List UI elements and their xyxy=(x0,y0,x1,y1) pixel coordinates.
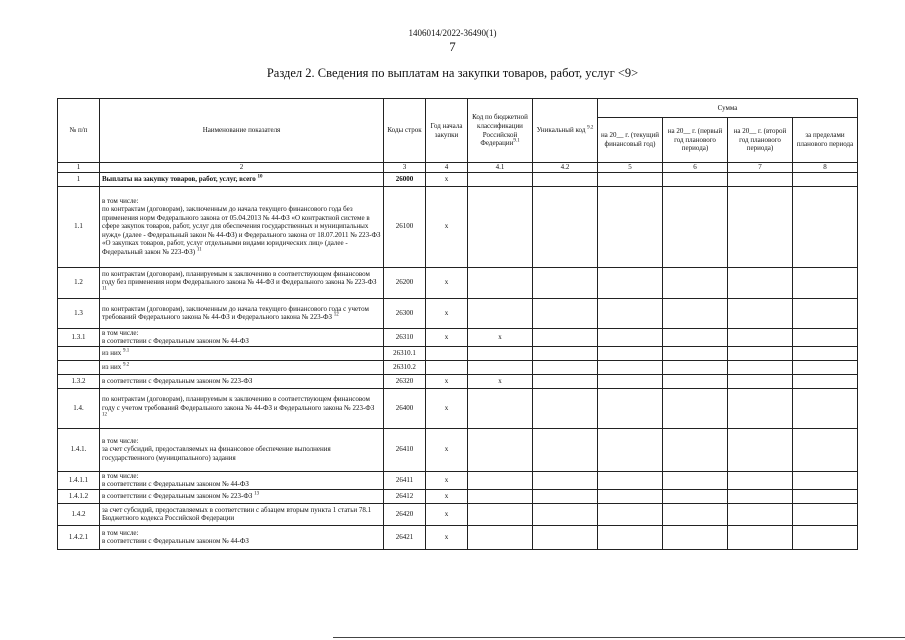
empty-cell xyxy=(598,346,663,360)
row-name-text: из них xyxy=(102,348,122,357)
empty-cell xyxy=(598,267,663,298)
table-row xyxy=(58,298,858,328)
header-unique xyxy=(533,99,598,163)
row-year: x xyxy=(426,471,468,489)
empty-cell xyxy=(663,328,728,346)
empty-cell xyxy=(598,360,663,374)
table-row xyxy=(58,388,858,428)
row-bk-code xyxy=(468,471,533,489)
empty-cell xyxy=(728,471,793,489)
row-name-text: в том числе: xyxy=(102,471,139,480)
table-row xyxy=(58,346,858,360)
empty-cell xyxy=(728,298,793,328)
empty-cell xyxy=(663,186,728,267)
empty-cell xyxy=(533,525,598,549)
empty-cell xyxy=(728,428,793,471)
row-number: 1.3 xyxy=(58,298,100,328)
header-unique-sup: 9.2 xyxy=(587,125,594,131)
row-name xyxy=(100,172,384,186)
row-code: 26100 xyxy=(384,186,426,267)
empty-cell xyxy=(728,489,793,503)
row-bk-code xyxy=(468,360,533,374)
row-name xyxy=(100,525,384,549)
row-name xyxy=(100,388,384,428)
document-id: 1406014/2022-36490(1) xyxy=(408,28,497,38)
row-code: 26412 xyxy=(384,489,426,503)
row-number: 1.4.2.1 xyxy=(58,525,100,549)
column-index-cell: 1 xyxy=(58,163,100,173)
empty-cell xyxy=(533,328,598,346)
empty-cell xyxy=(663,428,728,471)
empty-cell xyxy=(598,186,663,267)
footnote-marker: 11 xyxy=(102,286,107,292)
table-row xyxy=(58,489,858,503)
empty-cell xyxy=(793,186,858,267)
empty-cell xyxy=(533,503,598,525)
page-edge-line xyxy=(333,637,905,638)
empty-cell xyxy=(728,374,793,388)
row-name-text: в том числе: xyxy=(102,528,139,537)
row-name-text: из них xyxy=(102,362,122,371)
empty-cell xyxy=(793,346,858,360)
column-index-cell: 3 xyxy=(384,163,426,173)
column-index-cell: 5 xyxy=(598,163,663,173)
empty-cell xyxy=(598,489,663,503)
empty-cell xyxy=(598,503,663,525)
row-year: x xyxy=(426,503,468,525)
header-bk xyxy=(468,99,533,163)
header-sum-second: на 20__ г. (второй год планового периода) xyxy=(728,118,793,163)
row-code: 26310.1 xyxy=(384,346,426,360)
row-year: x xyxy=(426,186,468,267)
row-year: x xyxy=(426,525,468,549)
row-name-text: Выплаты на закупку товаров, работ, услуг, всего xyxy=(102,174,256,183)
row-name-text: за счет субсидий, предоставляемых на финансовое обеспечение выполнения государственного (муниципального) задания xyxy=(102,445,331,463)
row-code: 26421 xyxy=(384,525,426,549)
row-year: x xyxy=(426,428,468,471)
table-row xyxy=(58,328,858,346)
row-name-text: в соответствии с Федеральным законом № 44-ФЗ xyxy=(102,480,249,489)
row-number: 1 xyxy=(58,172,100,186)
column-index-cell: 4 xyxy=(426,163,468,173)
empty-cell xyxy=(728,328,793,346)
empty-cell xyxy=(728,267,793,298)
empty-cell xyxy=(728,360,793,374)
row-year: x xyxy=(426,172,468,186)
empty-cell xyxy=(598,525,663,549)
row-name xyxy=(100,503,384,525)
row-bk-code: x xyxy=(468,328,533,346)
empty-cell xyxy=(663,471,728,489)
header-bk-sup: 9.1 xyxy=(513,138,520,144)
row-code: 26000 xyxy=(384,172,426,186)
column-index-cell: 4.1 xyxy=(468,163,533,173)
empty-cell xyxy=(533,471,598,489)
row-bk-code xyxy=(468,298,533,328)
empty-cell xyxy=(793,428,858,471)
table-row xyxy=(58,471,858,489)
empty-cell xyxy=(663,360,728,374)
row-name xyxy=(100,328,384,346)
footnote-marker: 13 xyxy=(254,491,260,497)
empty-cell xyxy=(663,503,728,525)
row-number: 1.2 xyxy=(58,267,100,298)
empty-cell xyxy=(793,360,858,374)
empty-cell xyxy=(793,503,858,525)
row-bk-code xyxy=(468,186,533,267)
row-bk-code xyxy=(468,172,533,186)
footnote-marker: 9.2 xyxy=(123,362,130,368)
empty-cell xyxy=(728,525,793,549)
empty-cell xyxy=(793,328,858,346)
footnote-marker: 10 xyxy=(257,174,263,180)
table-row xyxy=(58,186,858,267)
row-name-text: в том числе: xyxy=(102,436,139,445)
empty-cell xyxy=(533,428,598,471)
header-unique-text: Уникальный код xyxy=(536,126,586,135)
row-name xyxy=(100,471,384,489)
empty-cell xyxy=(728,503,793,525)
row-code: 26320 xyxy=(384,374,426,388)
table-row xyxy=(58,428,858,471)
empty-cell xyxy=(793,388,858,428)
row-code: 26411 xyxy=(384,471,426,489)
row-number: 1.1 xyxy=(58,186,100,267)
row-number: 1.4. xyxy=(58,388,100,428)
row-name-text: по контрактам (договорам), заключенным до начала текущего финансового года без применения норм Федерального закона от 05.04.2013 № 44-ФЗ «О контрактной системе в сфере закупок товаров, работ, услуг для обеспечения государственных и муниципальных нужд» (далее - Федеральный закон № 44-ФЗ) и Федерального закона от 18.07.2011 № 223-ФЗ «О закупках товаров, работ, услуг отдельными видами юридических лиц» (далее - Федеральный закон № 223-ФЗ) xyxy=(102,205,381,257)
empty-cell xyxy=(793,298,858,328)
row-name-text: в соответствии с Федеральным законом № 44-ФЗ xyxy=(102,337,249,346)
row-name-text: по контрактам (договорам), планируемым к заключению в соответствующем финансовом году с учетом требований Федерального закона № 44-ФЗ и Федерального закона № 223-ФЗ xyxy=(102,395,375,412)
row-year xyxy=(426,346,468,360)
header-num: № п/п xyxy=(58,99,100,163)
page-number: 7 xyxy=(449,39,456,54)
empty-cell xyxy=(663,267,728,298)
row-code: 26200 xyxy=(384,267,426,298)
row-code: 26310.2 xyxy=(384,360,426,374)
row-name xyxy=(100,267,384,298)
row-code: 26420 xyxy=(384,503,426,525)
row-bk-code xyxy=(468,428,533,471)
header-sum: Сумма xyxy=(598,99,858,118)
row-name xyxy=(100,489,384,503)
row-name xyxy=(100,186,384,267)
row-code: 26300 xyxy=(384,298,426,328)
footnote-marker: 9.1 xyxy=(123,348,130,354)
row-bk-code xyxy=(468,267,533,298)
empty-cell xyxy=(533,186,598,267)
empty-cell xyxy=(663,346,728,360)
empty-cell xyxy=(598,471,663,489)
row-year: x xyxy=(426,374,468,388)
row-number: 1.4.1.2 xyxy=(58,489,100,503)
empty-cell xyxy=(533,489,598,503)
column-index-cell: 7 xyxy=(728,163,793,173)
row-bk-code: x xyxy=(468,374,533,388)
empty-cell xyxy=(533,346,598,360)
empty-cell xyxy=(598,298,663,328)
empty-cell xyxy=(663,298,728,328)
empty-cell xyxy=(598,374,663,388)
column-index-cell: 2 xyxy=(100,163,384,173)
row-name-text: в том числе: xyxy=(102,328,139,337)
row-year: x xyxy=(426,298,468,328)
row-number: 1.4.1.1 xyxy=(58,471,100,489)
empty-cell xyxy=(533,388,598,428)
empty-cell xyxy=(533,360,598,374)
empty-cell xyxy=(663,388,728,428)
row-name-text: в соответствии с Федеральным законом № 44-ФЗ xyxy=(102,537,249,546)
row-name xyxy=(100,346,384,360)
column-index-cell: 4.2 xyxy=(533,163,598,173)
table-row xyxy=(58,267,858,298)
row-number: 1.3.2 xyxy=(58,374,100,388)
column-index-cell: 8 xyxy=(793,163,858,173)
column-index-row xyxy=(58,163,858,173)
empty-cell xyxy=(663,525,728,549)
empty-cell xyxy=(728,388,793,428)
empty-cell xyxy=(533,267,598,298)
empty-cell xyxy=(533,374,598,388)
empty-cell xyxy=(728,172,793,186)
header-sum-first: на 20__ г. (первый год планового периода) xyxy=(663,118,728,163)
row-bk-code xyxy=(468,346,533,360)
header-row-top xyxy=(58,99,858,118)
empty-cell xyxy=(663,489,728,503)
empty-cell xyxy=(533,298,598,328)
header-sum-current: на 20__ г. (текущий финансовый год) xyxy=(598,118,663,163)
row-number: 1.4.1. xyxy=(58,428,100,471)
footnote-marker: 11 xyxy=(196,247,202,253)
empty-cell xyxy=(663,172,728,186)
footnote-marker: 12 xyxy=(333,312,339,318)
empty-cell xyxy=(728,346,793,360)
row-name xyxy=(100,360,384,374)
row-code: 26310 xyxy=(384,328,426,346)
row-number: 1.3.1 xyxy=(58,328,100,346)
row-year xyxy=(426,360,468,374)
row-bk-code xyxy=(468,489,533,503)
row-name-text: по контрактам (договорам), планируемым к заключению в соответствующем финансовом году без применения норм Федерального закона № 44-ФЗ и Федерального закона № 223-ФЗ xyxy=(102,269,377,287)
footnote-marker: 12 xyxy=(102,412,107,418)
row-year: x xyxy=(426,388,468,428)
empty-cell xyxy=(598,388,663,428)
row-name xyxy=(100,374,384,388)
row-number xyxy=(58,360,100,374)
table-row xyxy=(58,374,858,388)
column-index-cell: 6 xyxy=(663,163,728,173)
table-row xyxy=(58,360,858,374)
row-name-text: по контрактам (договорам), заключенным до начала текущего финансового года с учетом требований Федерального закона № 44-ФЗ и Федерального закона № 223-ФЗ xyxy=(102,304,369,322)
table-row xyxy=(58,525,858,549)
section-title: Раздел 2. Сведения по выплатам на закупки товаров, работ, услуг <9> xyxy=(266,66,639,80)
table-row xyxy=(58,503,858,525)
row-name-text: в соответствии с Федеральным законом № 223-ФЗ xyxy=(102,492,253,501)
row-bk-code xyxy=(468,503,533,525)
row-code: 26400 xyxy=(384,388,426,428)
empty-cell xyxy=(533,172,598,186)
empty-cell xyxy=(793,267,858,298)
empty-cell xyxy=(663,374,728,388)
empty-cell xyxy=(793,525,858,549)
header-year: Год начала закупки xyxy=(426,99,468,163)
row-bk-code xyxy=(468,388,533,428)
empty-cell xyxy=(598,328,663,346)
table-row xyxy=(58,172,858,186)
header-name: Наименование показателя xyxy=(100,99,384,163)
row-name-text: в соответствии с Федеральным законом № 223-ФЗ xyxy=(102,376,253,385)
empty-cell xyxy=(793,471,858,489)
row-year: x xyxy=(426,267,468,298)
header-bk-text: Код по бюджетной классификации Российской Федерации xyxy=(472,113,528,148)
row-name xyxy=(100,298,384,328)
empty-cell xyxy=(793,172,858,186)
header-code: Коды строк xyxy=(384,99,426,163)
payments-table xyxy=(57,98,858,550)
empty-cell xyxy=(793,374,858,388)
row-year: x xyxy=(426,489,468,503)
header-sum-beyond: за пределами планового периода xyxy=(793,118,858,163)
empty-cell xyxy=(793,489,858,503)
row-name-text: в том числе: xyxy=(102,196,139,205)
row-name xyxy=(100,428,384,471)
row-bk-code xyxy=(468,525,533,549)
empty-cell xyxy=(728,186,793,267)
row-number: 1.4.2 xyxy=(58,503,100,525)
row-name-text: за счет субсидий, предоставляемых в соответствии с абзацем вторым пункта 1 статьи 78.1 Бюджетного кодекса Российской Федерации xyxy=(102,505,372,523)
empty-cell xyxy=(598,172,663,186)
empty-cell xyxy=(598,428,663,471)
row-year: x xyxy=(426,328,468,346)
row-code: 26410 xyxy=(384,428,426,471)
row-number xyxy=(58,346,100,360)
